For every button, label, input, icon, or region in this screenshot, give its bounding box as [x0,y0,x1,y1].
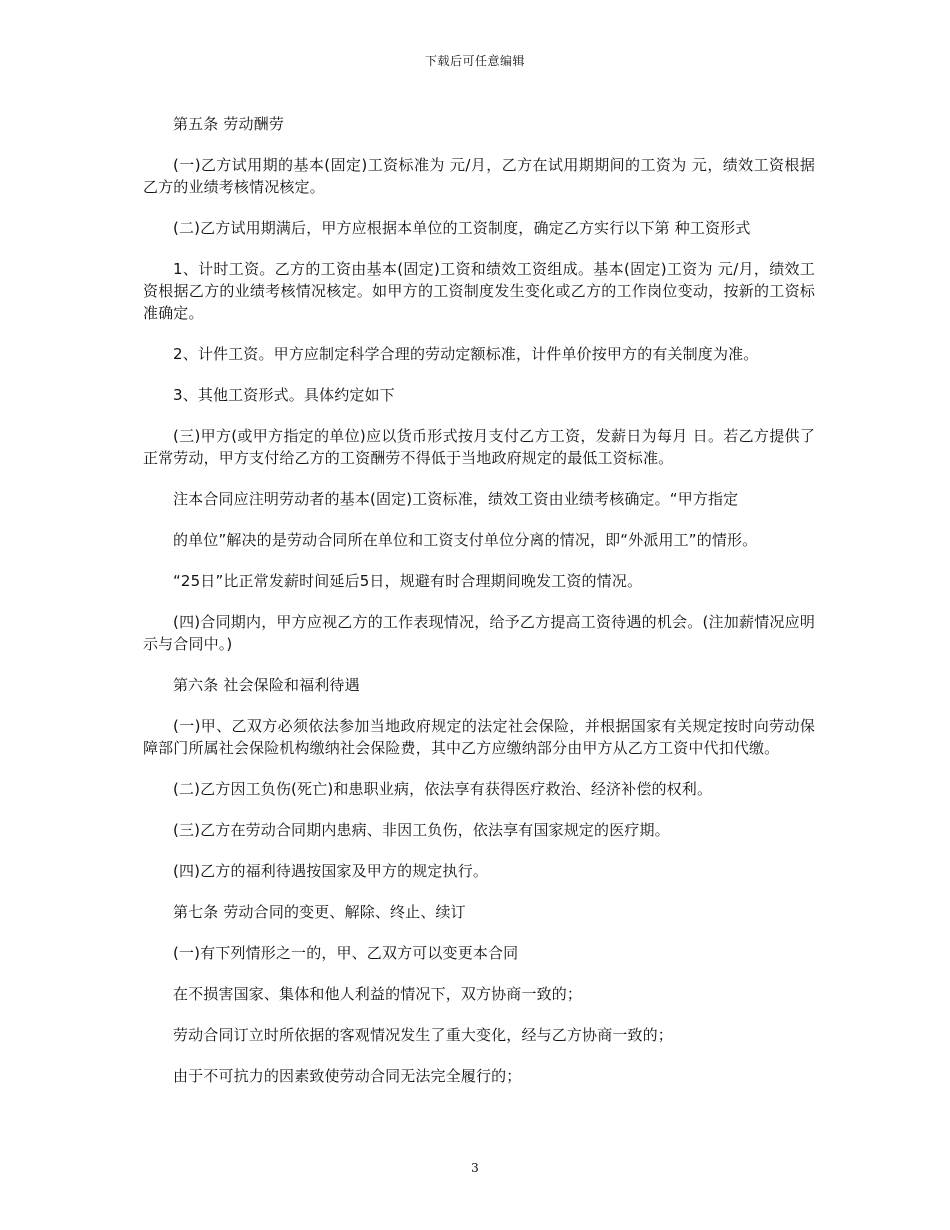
paragraph-note-line-1: 注本合同应注明劳动者的基本(固定)工资标准，绩效工资由业绩考核确定。“甲方指定 [173,490,739,508]
paragraph-probation-salary: (一)乙方试用期的基本(固定)工资标准为 元/月，乙方在试用期期间的工资为 元，绩效工资根据乙方的业绩考核情况核定。 [143,156,815,196]
paragraph-force-majeure: 由于不可抗力的因素致使劳动合同无法完全履行的； [173,1067,522,1085]
paragraph-contract-change-conditions: (一)有下列情形之一的，甲、乙双方可以变更本合同 [173,944,519,962]
section-heading-article-6: 第六条 社会保险和福利待遇 [173,676,360,694]
paragraph-medical-period: (三)乙方在劳动合同期内患病、非因工负伤，依法享有国家规定的医疗期。 [173,821,670,839]
paragraph-welfare: (四)乙方的福利待遇按国家及甲方的规定执行。 [173,862,489,880]
paragraph-objective-change: 劳动合同订立时所依据的客观情况发生了重大变化，经与乙方协商一致的； [173,1026,673,1044]
page-header [0,53,950,69]
paragraph-post-probation-salary-form: (二)乙方试用期满后，甲方应根据本单位的工资制度，确定乙方实行以下第 种工资形式 [173,219,751,237]
paragraph-social-insurance: (一)甲、乙双方必须依法参加当地政府规定的法定社会保险，并根据国家有关规定按时向劳动保障部门所属社会保险机构缴纳社会保险费，其中乙方应缴纳部分由甲方从乙方工资中代扣代缴。 [143,717,815,757]
paragraph-note-line-2: 的单位”解决的是劳动合同所在单位和工资支付单位分离的情况，即“外派用工”的情形。 [173,531,758,549]
paragraph-payment-method: (三)甲方(或甲方指定的单位)应以货币形式按月支付乙方工资，发薪日为每月 日。若乙方提供了正常劳动，甲方支付给乙方的工资酬劳不得低于当地政府规定的最低工资标准。 [143,427,815,467]
paragraph-salary-raise: (四)合同期内，甲方应视乙方的工作表现情况，给予乙方提高工资待遇的机会。(注加薪情况应明示与合同中。) [143,613,815,653]
paragraph-piece-rate-wage: 2、计件工资。甲方应制定科学合理的劳动定额标准，计件单价按甲方的有关制度为准。 [173,345,759,363]
document-body [143,113,815,1106]
paragraph-note-line-3: “25日”比正常发薪时间延后5日，规避有时合理期间晚发工资的情况。 [173,572,643,590]
page-footer [0,1160,950,1176]
header-text: 下载后可任意编辑 [424,54,525,68]
section-heading-article-7: 第七条 劳动合同的变更、解除、终止、续订 [173,903,466,921]
section-heading-article-5: 第五条 劳动酬劳 [173,115,284,133]
paragraph-mutual-agreement: 在不损害国家、集体和他人利益的情况下，双方协商一致的； [173,985,583,1003]
paragraph-work-injury: (二)乙方因工负伤(死亡)和患职业病，依法享有获得医疗救治、经济补偿的权利。 [173,780,713,798]
paragraph-time-based-wage: 1、计时工资。乙方的工资由基本(固定)工资和绩效工资组成。基本(固定)工资为 元/月，绩效工资根据乙方的业绩考核情况核定。如甲方的工资制度发生变化或乙方的工作岗位变动，按新的工资标准确定。 [143,260,815,322]
page-number: 3 [471,1161,479,1175]
paragraph-other-wage-forms: 3、其他工资形式。具体约定如下 [173,386,395,404]
